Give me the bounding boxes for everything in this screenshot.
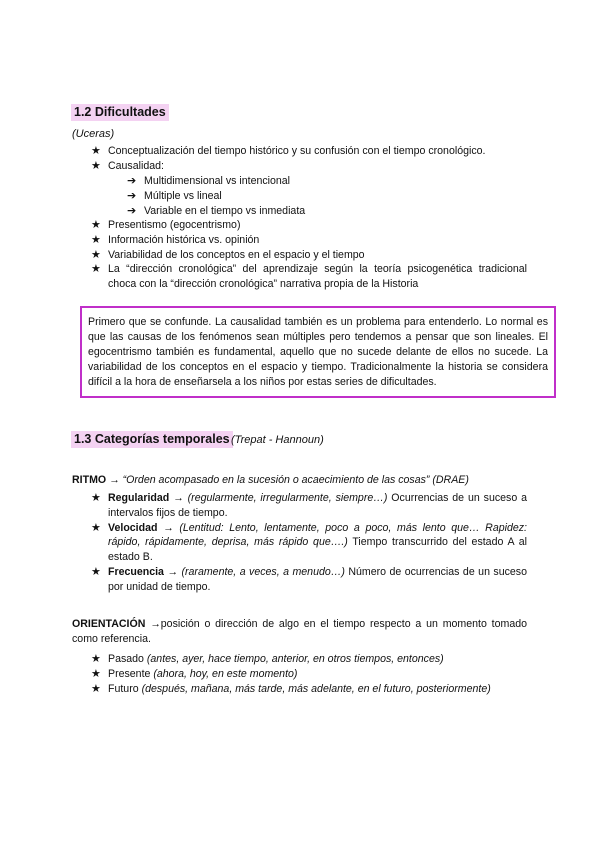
causalidad-sublist [127,174,524,218]
list-item: ★ Conceptualización del tiempo histórico y su confusión con el tiempo cronológico. [91,145,486,157]
star-bullet-icon: ★ [91,233,101,246]
list-item: ★ La “dirección cronológica” del aprendizaje según la teoría psicogenética tradicional choca con la “dirección cronológica” narrativa propia de la Historia [91,263,527,291]
list-item: ★ Pasado (antes, ayer, hace tiempo, anterior, en otros tiempos, entonces) [91,653,444,665]
list-item: ★ Presentismo (egocentrismo) [91,219,241,231]
section-heading-dificultades: 1.2 Dificultades [71,104,169,121]
star-bullet-icon: ★ [91,492,101,504]
note-box: Primero que se confunde. La causalidad también es un problema para entenderlo. Lo normal es que las causas de los fenómenos sean múltiples pero tendemos a pensar que son lineales. El egocentrismo también es fundamental, aquello que no sucede delante de ellos no sucede. La variabilidad de los conceptos en el espacio y tiempo. Tradicionalmente la historia se considera difícil a la hora de enseñarsela a los niños por estas series de dificultades. [80,306,556,398]
star-bullet-icon: ★ [91,653,101,665]
list-item: ★ Causalidad: [91,159,164,172]
star-bullet-icon: ★ [91,248,101,261]
section-authors: (Trepat - Hannoun) [231,434,324,446]
list-item: ★ Futuro (después, mañana, más tarde, más adelante, en el futuro, posteriormente) [91,682,491,695]
arrow-bullet-icon: ➔ [127,189,137,202]
dificultades-list-continued [91,218,527,292]
list-item: ★ Presente (ahora, hoy, en este momento) [91,667,298,680]
list-item: ★ Regularidad → (regularmente, irregularmente, siempre…) Ocurrencias de un suceso a intervalos fijos de tiempo. [91,492,527,519]
ritmo-list [91,491,527,595]
list-item: ★ Velocidad → (Lentitud: Lento, lentamente, poco a poco, más lento que… Rapidez: rápido, rápidamente, deprisa, más rápido que….) Tiempo transcurrido del estado A al estado B. [91,521,527,564]
star-bullet-icon: ★ [91,682,101,695]
list-item: ★ Frecuencia → (raramente, a veces, a menudo…) Número de ocurrencias de un suceso por unidad de tiempo. [91,565,527,593]
arrow-bullet-icon: ➔ [127,175,137,187]
star-bullet-icon: ★ [91,667,101,680]
star-bullet-icon: ★ [91,145,101,157]
list-item: ➔ Multidimensional vs intencional [127,175,291,187]
dificultades-list [91,144,528,174]
list-item: ★ Variabilidad de los conceptos en el espacio y el tiempo [91,248,365,261]
section-author: (Uceras) [72,128,115,140]
star-bullet-icon: ★ [91,565,101,578]
list-item: ★ Información histórica vs. opinión [91,233,260,246]
ritmo-definition: RITMO → “Orden acompasado en la sucesión o acaecimiento de las cosas” (DRAE) [72,474,469,486]
star-bullet-icon: ★ [91,159,101,172]
list-item: ➔ Variable en el tiempo vs inmediata [127,204,306,217]
star-bullet-icon: ★ [91,219,101,231]
arrow-bullet-icon: ➔ [127,204,137,217]
star-bullet-icon: ★ [91,521,101,534]
orientacion-definition: ORIENTACIÓN →posición o dirección de algo en el tiempo respecto a un momento tomado como referencia. [72,618,527,645]
orientacion-list [91,652,538,696]
section-heading-categorias: 1.3 Categorías temporales [71,431,233,448]
star-bullet-icon: ★ [91,263,101,276]
list-item: ➔ Múltiple vs lineal [127,189,222,202]
